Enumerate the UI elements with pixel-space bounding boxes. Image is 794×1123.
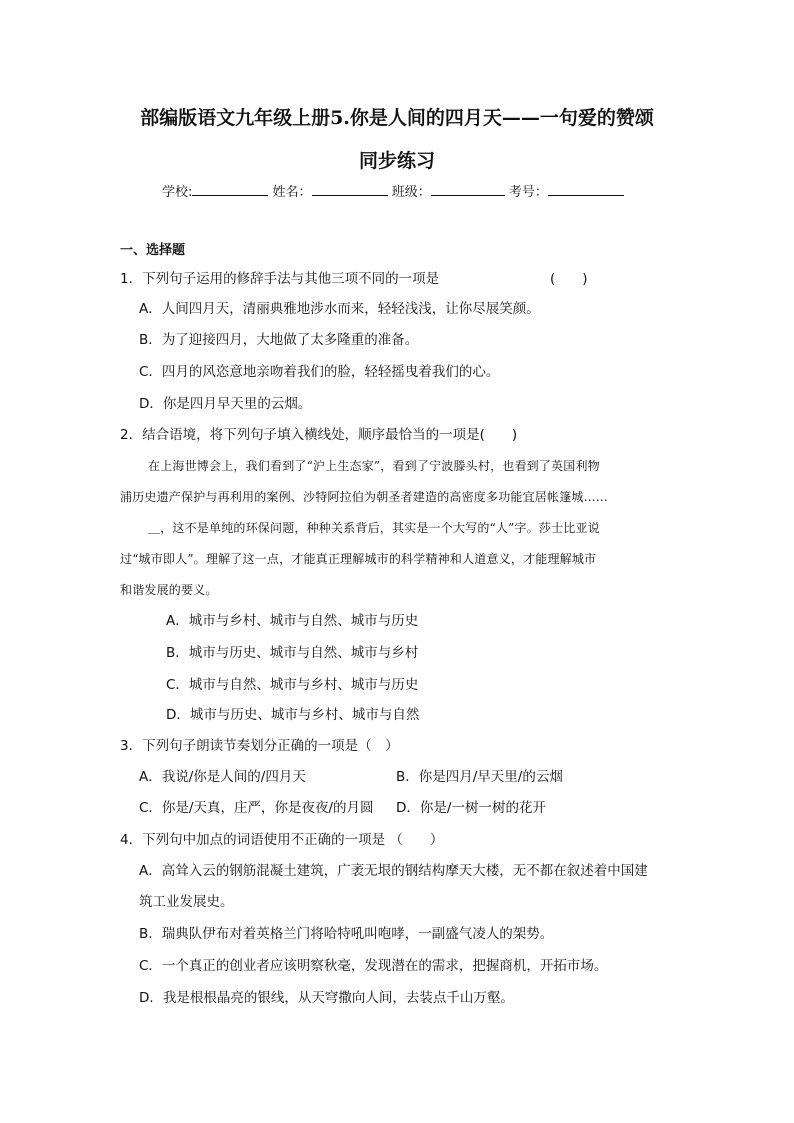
q2-passage-line: 和谐发展的要义。 bbox=[120, 583, 218, 597]
exam-no-blank bbox=[548, 181, 624, 196]
name-blank bbox=[312, 181, 388, 196]
q2-passage-line: ＿，这不是单纯的环保问题，种种关系背后，其实是一个大写的“人”字。莎士比亚说 bbox=[148, 521, 600, 535]
q3-option-d: D．你是/一树一树的花开 bbox=[396, 800, 546, 816]
school-label: 学校: bbox=[162, 185, 193, 200]
q3-option-c: C．你是/天真，庄严，你是夜夜/的月圆 bbox=[139, 800, 374, 816]
class-label: 班级： bbox=[391, 185, 431, 200]
q2-stem: 2．结合语境，将下列句子填入横线处，顺序最恰当的一项是( ) bbox=[120, 427, 518, 443]
q2-passage-line: 过“城市即人”。理解了这一点，才能真正理解城市的科学精神和人道意义，才能理解城市 bbox=[120, 552, 597, 566]
q2-option-a: A．城市与乡村、城市与自然、城市与历史 bbox=[166, 613, 419, 629]
q1-answer-bracket: ( ) bbox=[550, 271, 588, 287]
name-label: 姓名： bbox=[272, 185, 312, 200]
q1-option-d: D．你是四月早天里的云烟。 bbox=[139, 396, 312, 412]
student-info-row bbox=[162, 181, 624, 203]
q4-option-b: B．瑞典队伊布对着英格兰门将哈特吼叫咆哮，一副盛气凌人的架势。 bbox=[139, 926, 554, 942]
q2-option-c: C．城市与自然、城市与乡村、城市与历史 bbox=[166, 677, 419, 693]
document-subtitle: 同步练习 bbox=[358, 150, 435, 172]
q1-option-c: C．四月的风恣意地亲吻着我们的脸，轻轻摇曳着我们的心。 bbox=[139, 364, 500, 380]
q2-passage-line: 浦历史遗产保护与再利用的案例、沙特阿拉伯为朝圣者建造的高密度多功能宜居帐篷城…… bbox=[120, 490, 609, 504]
q3-option-b: B．你是四月/早天里/的云烟 bbox=[396, 769, 563, 785]
q1-option-b: B．为了迎接四月，大地做了太多隆重的准备。 bbox=[139, 332, 419, 348]
section-heading: 一、选择题 bbox=[120, 243, 186, 258]
q4-option-a: A．高耸入云的钢筋混凝土建筑，广袤无垠的钢结构摩天大楼，无不都在叙述着中国建 bbox=[139, 863, 648, 879]
q4-option-a-continued: 筑工业发展史。 bbox=[139, 894, 234, 910]
q4-stem: 4．下列句中加点的词语使用不正确的一项是 （ ） bbox=[120, 832, 444, 848]
q1-stem: 1．下列句子运用的修辞手法与其他三项不同的一项是 bbox=[120, 271, 440, 287]
q1-option-a: A．人间四月天，清丽典雅地涉水而来，轻轻浅浅，让你尽展笑颜。 bbox=[139, 301, 540, 317]
q2-option-b: B．城市与历史、城市与自然、城市与乡村 bbox=[166, 645, 419, 661]
document-title: 部编版语文九年级上册5.你是人间的四月天——一句爱的赞颂 bbox=[140, 107, 654, 129]
q3-stem: 3．下列句子朗读节奏划分正确的一项是（ ） bbox=[120, 738, 399, 754]
exam-no-label: 考号： bbox=[508, 185, 548, 200]
q3-option-a: A．我说/你是人间的/四月天 bbox=[139, 769, 306, 785]
q4-option-c: C．一个真正的创业者应该明察秋毫，发现潜在的需求，把握商机，开拓市场。 bbox=[139, 958, 608, 974]
q2-option-d: D．城市与历史、城市与乡村、城市与自然 bbox=[166, 707, 420, 723]
q4-option-d: D．我是根根晶亮的银线，从天穹撒向人间，去装点千山万壑。 bbox=[139, 990, 514, 1006]
school-blank bbox=[192, 181, 268, 196]
class-blank bbox=[431, 181, 505, 196]
q2-passage-line: 在上海世博会上，我们看到了“沪上生态家”，看到了宁波滕头村，也看到了英国利物 bbox=[148, 459, 600, 473]
